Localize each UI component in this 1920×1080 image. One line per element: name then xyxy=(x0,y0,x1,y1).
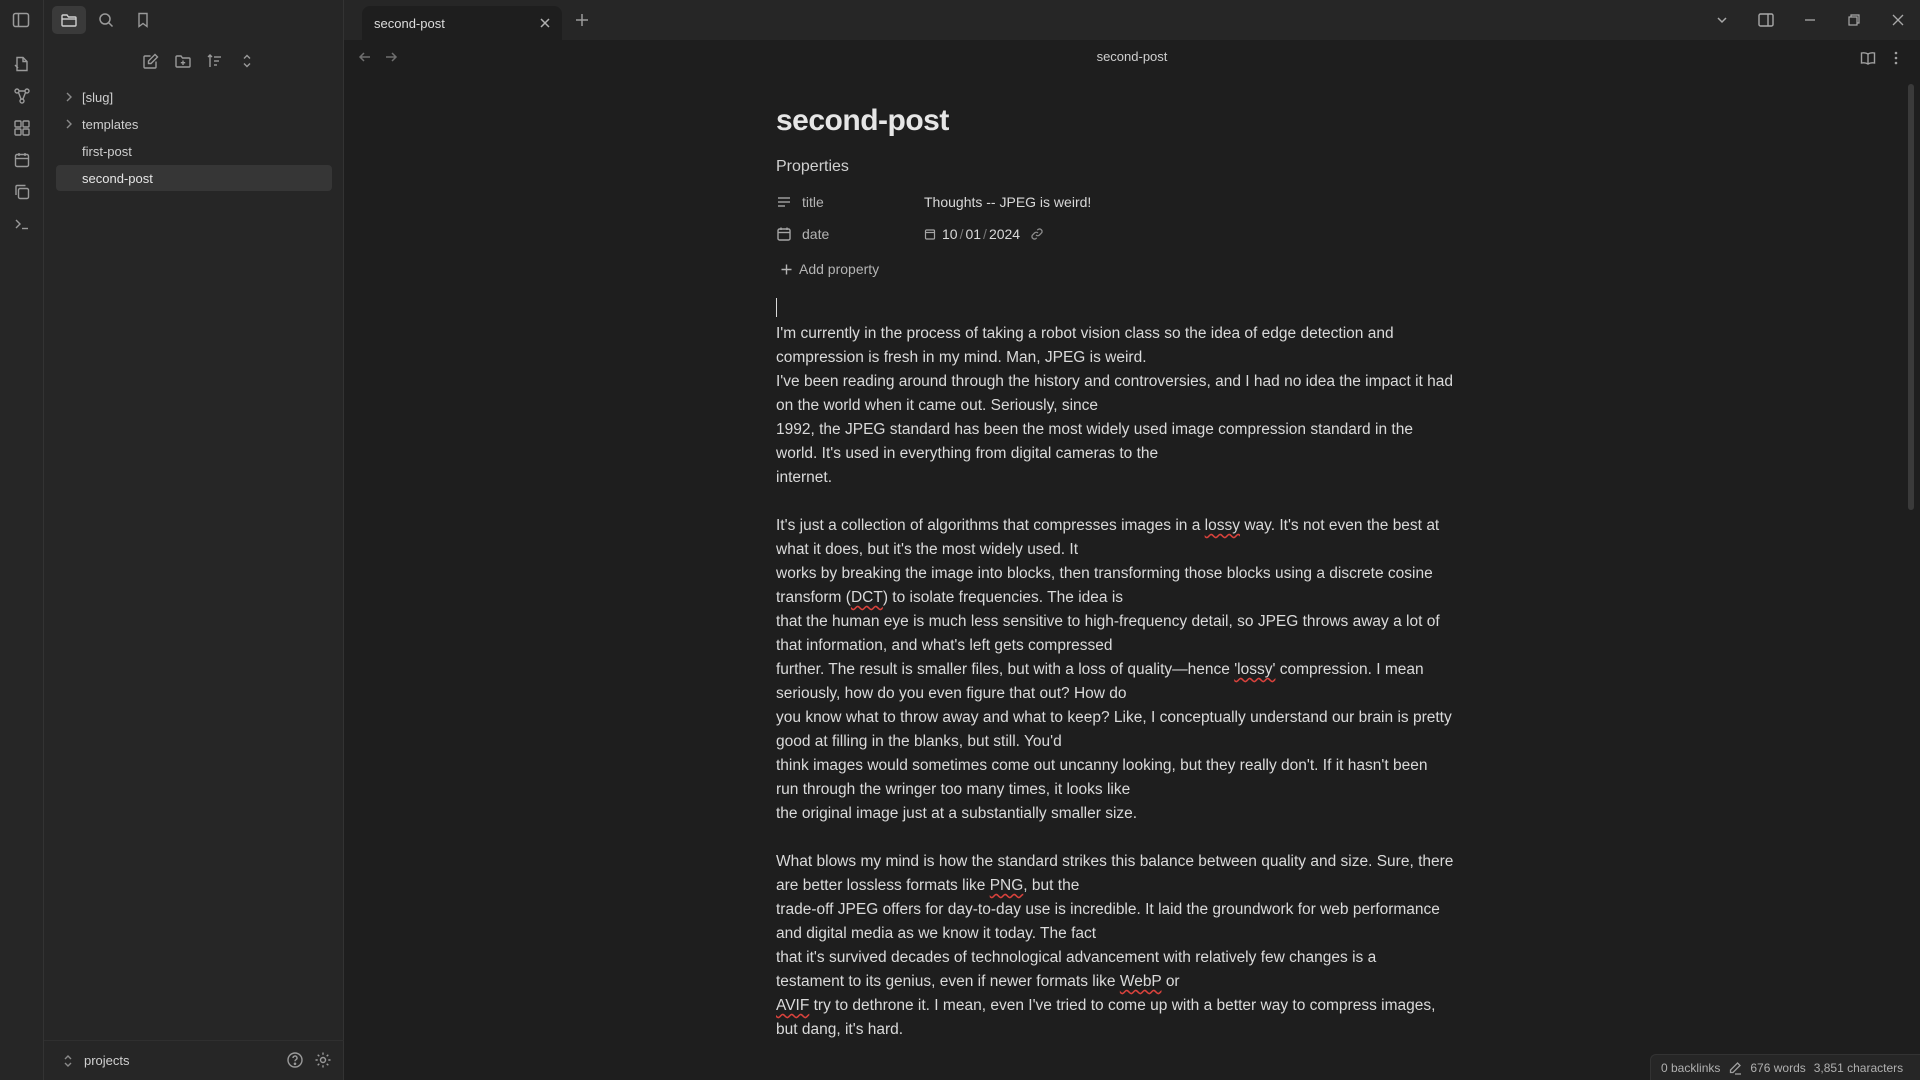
body-line: I'm currently in the process of taking a robot vision class so the idea of edge detection and xyxy=(776,325,1394,342)
body-line: It's just a collection of algorithms that compresses images in a lossy way. It's not even the best at xyxy=(776,517,1440,534)
tree-file-second-post[interactable] xyxy=(56,165,332,191)
date-separator: / xyxy=(959,226,964,242)
date-month[interactable]: 10 xyxy=(942,226,958,242)
body-line: compression is fresh in my mind. Man, JPEG is weird. xyxy=(776,349,1147,366)
body-line: 1992, the JPEG standard has been the most widely used image compression standard in the xyxy=(776,421,1413,438)
terminal-icon[interactable] xyxy=(0,208,44,240)
tree-folder-slug[interactable] xyxy=(56,84,332,110)
restore-icon[interactable] xyxy=(1832,0,1876,40)
inline-title[interactable]: second-post xyxy=(776,104,949,137)
character-count: 3,851 characters xyxy=(1813,1060,1904,1075)
tab-second-post[interactable] xyxy=(362,6,562,40)
date-year[interactable]: 2024 xyxy=(988,226,1021,242)
body-line: and digital media as we know it today. The fact xyxy=(776,925,1097,942)
settings-icon[interactable] xyxy=(314,1051,332,1069)
right-sidebar-toggle-icon[interactable] xyxy=(1744,0,1788,40)
tree-item-label: [slug] xyxy=(82,89,114,105)
body-line: on the world when it came out. Seriously, since xyxy=(776,397,1099,414)
spellcheck-word[interactable]: 'lossy' xyxy=(1234,661,1276,678)
left-ribbon xyxy=(0,0,44,1080)
date-day[interactable]: 01 xyxy=(965,226,982,242)
open-quick-switcher-icon[interactable] xyxy=(0,48,44,80)
folder-icon[interactable] xyxy=(52,6,86,34)
body-line: are better lossless formats like PNG, but the xyxy=(776,877,1080,894)
paragraph-gap xyxy=(776,490,1476,514)
copy-icon[interactable] xyxy=(0,176,44,208)
editor-scrollbar[interactable] xyxy=(1908,84,1914,510)
tree-item-label: first-post xyxy=(82,143,132,159)
paragraph-gap xyxy=(776,826,1476,850)
backlinks-count[interactable]: 0 backlinks xyxy=(1661,1060,1721,1075)
tree-folder-templates[interactable] xyxy=(56,111,332,137)
sidebar-tab-strip xyxy=(44,0,344,40)
body-line: AVIF try to dethrone it. I mean, even I've tried to come up with a better way to compress images, xyxy=(776,997,1436,1014)
body-line: but dang, it's hard. xyxy=(776,1021,904,1038)
spellcheck-word[interactable]: lossy xyxy=(1204,517,1240,534)
text-cursor xyxy=(776,298,777,317)
tab-bar xyxy=(344,0,1920,40)
new-note-icon[interactable] xyxy=(137,48,165,74)
property-key-label: title xyxy=(802,194,824,210)
body-line: run through the wringer too many times, it looks like xyxy=(776,781,1131,798)
property-row-title xyxy=(776,186,1476,218)
body-line: good at filling in the blanks, but still. You'd xyxy=(776,733,1062,750)
add-property-button[interactable] xyxy=(776,254,1476,284)
properties-heading[interactable]: Properties xyxy=(776,158,849,175)
body-line: the original image just at a substantially smaller size. xyxy=(776,805,1138,822)
file-explorer-actions xyxy=(44,46,344,76)
file-tree xyxy=(56,84,332,192)
body-line: seriously, how do you even figure that out? How do xyxy=(776,685,1127,702)
vault-switcher[interactable] xyxy=(44,1040,344,1080)
date-picker-icon[interactable] xyxy=(924,228,936,240)
graph-icon[interactable] xyxy=(0,80,44,112)
status-bar xyxy=(1650,1054,1920,1080)
file-explorer-sidebar xyxy=(44,0,344,1080)
body-line: you know what to throw away and what to keep? Like, I conceptually understand our brain is pretty xyxy=(776,709,1452,726)
collapse-icon[interactable] xyxy=(233,48,261,74)
bookmark-icon[interactable] xyxy=(126,6,160,34)
sort-icon[interactable] xyxy=(201,48,229,74)
body-line: trade-off JPEG offers for day-to-day use is incredible. It laid the groundwork for web performance xyxy=(776,901,1440,918)
link-icon[interactable] xyxy=(1030,227,1044,241)
tree-item-label: templates xyxy=(82,116,139,132)
sidebar-toggle-icon[interactable] xyxy=(11,10,31,30)
date-separator: / xyxy=(983,226,987,242)
property-key[interactable] xyxy=(776,194,924,210)
body-line: I've been reading around through the history and controversies, and I had no idea the impact it had xyxy=(776,373,1454,390)
body-line: that the human eye is much less sensitive to high-frequency detail, so JPEG throws away a lot of xyxy=(776,613,1440,630)
calendar-icon[interactable] xyxy=(0,144,44,176)
property-row-date xyxy=(776,218,1476,250)
body-line: further. The result is smaller files, but with a loss of quality—hence 'lossy' compression. I mean xyxy=(776,661,1424,678)
close-icon[interactable] xyxy=(538,16,552,30)
body-line: testament to its genius, even if newer formats like WebP or xyxy=(776,973,1180,990)
spellcheck-word[interactable]: WebP xyxy=(1119,973,1162,990)
minimize-icon[interactable] xyxy=(1788,0,1832,40)
body-line: think images would sometimes come out uncanny looking, but they really don't. If it hasn't been xyxy=(776,757,1428,774)
chevron-right-icon xyxy=(62,117,76,131)
body-line: transform (DCT) to isolate frequencies. The idea is xyxy=(776,589,1124,606)
body-line: What blows my mind is how the standard strikes this balance between quality and size. Sure, there xyxy=(776,853,1454,870)
body-line: world. It's used in everything from digital cameras to the xyxy=(776,445,1159,462)
view-header-title[interactable]: second-post xyxy=(1096,49,1168,64)
tab-label: second-post xyxy=(374,15,445,31)
body-line: that information, and what's left gets compressed xyxy=(776,637,1113,654)
new-folder-icon[interactable] xyxy=(169,48,197,74)
canvas-icon[interactable] xyxy=(0,112,44,144)
edit-icon[interactable] xyxy=(1728,1061,1742,1075)
calendar-icon xyxy=(776,226,802,242)
chevron-right-icon xyxy=(62,90,76,104)
body-line: works by breaking the image into blocks, then transforming those blocks using a discrete cosine xyxy=(776,565,1433,582)
tree-file-first-post[interactable] xyxy=(56,138,332,164)
property-key[interactable] xyxy=(776,226,924,242)
spellcheck-word[interactable]: AVIF xyxy=(776,997,810,1014)
chevron-down-icon[interactable] xyxy=(1700,0,1744,40)
plus-icon[interactable] xyxy=(574,12,590,28)
vault-switcher-icon xyxy=(62,1054,74,1068)
view-header xyxy=(344,40,1920,76)
property-key-label: date xyxy=(802,226,830,242)
add-property-label: Add property xyxy=(799,261,880,277)
more-options-icon[interactable] xyxy=(1888,50,1904,66)
note-body-editor[interactable] xyxy=(776,322,1476,1042)
close-window-icon[interactable] xyxy=(1876,0,1920,40)
plus-icon xyxy=(780,263,793,276)
help-icon[interactable] xyxy=(286,1051,304,1069)
text-lines-icon xyxy=(776,194,802,210)
property-value-date[interactable] xyxy=(924,226,1044,242)
tree-item-label: second-post xyxy=(82,170,153,186)
note-content xyxy=(776,104,1476,1042)
body-line: that it's survived decades of technological advancement with relatively few changes is a xyxy=(776,949,1377,966)
spellcheck-word[interactable]: DCT xyxy=(850,589,883,606)
property-value-title[interactable]: Thoughts -- JPEG is weird! xyxy=(924,194,1092,210)
window-controls xyxy=(1700,0,1920,40)
spellcheck-word[interactable]: PNG xyxy=(989,877,1024,894)
body-line: what it does, but it's the most widely used. It xyxy=(776,541,1079,558)
vault-name: projects xyxy=(84,1053,130,1068)
word-count: 676 words xyxy=(1750,1060,1806,1075)
body-line: internet. xyxy=(776,469,833,486)
reading-view-icon[interactable] xyxy=(1860,50,1876,66)
search-icon[interactable] xyxy=(89,6,123,34)
